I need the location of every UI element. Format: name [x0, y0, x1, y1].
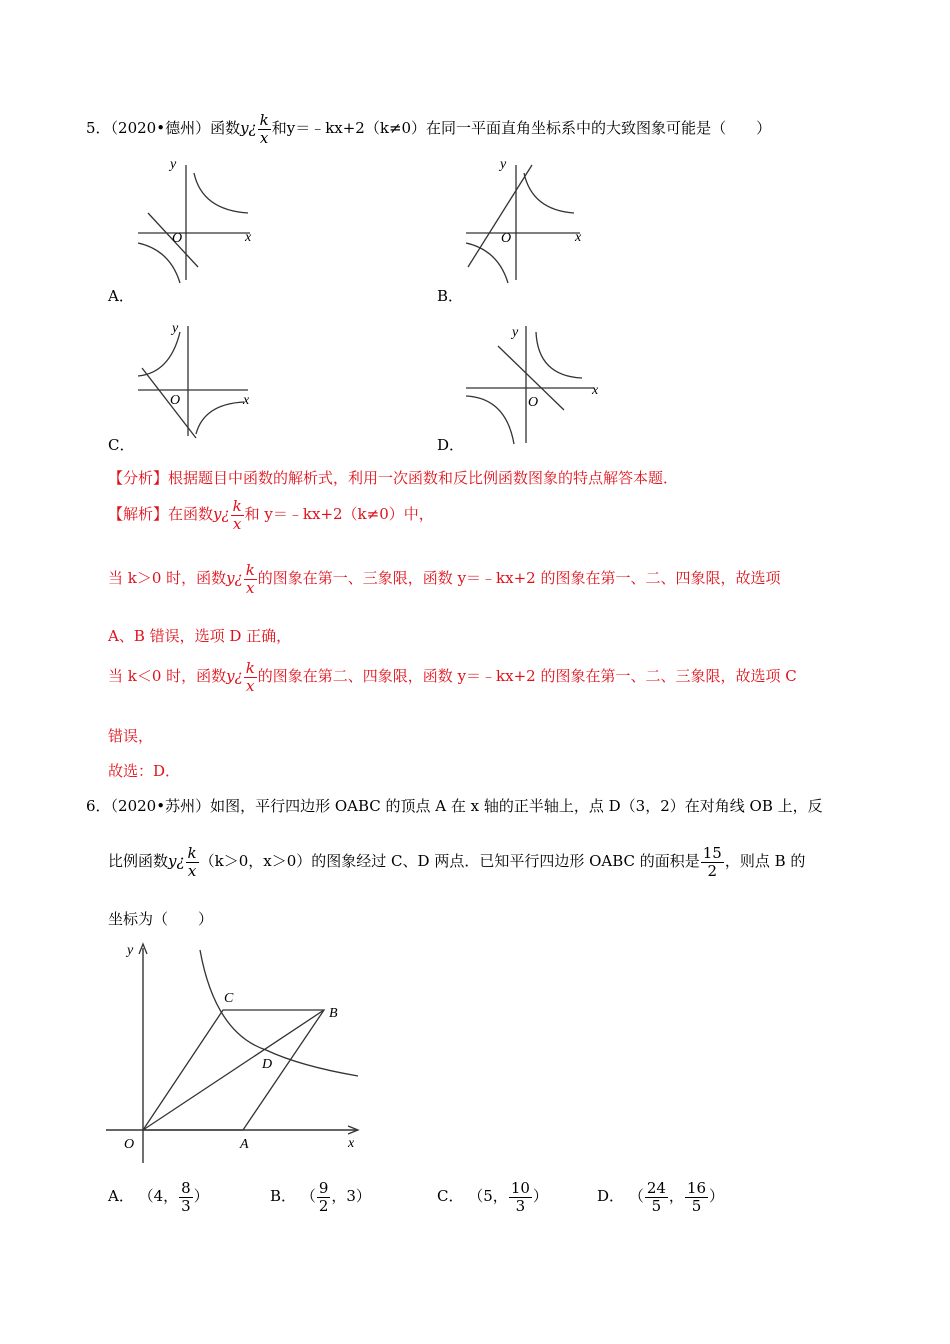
graph-b-x-label: x — [575, 230, 582, 245]
q5-graph-d — [458, 318, 608, 448]
graph-d-x-label: x — [592, 383, 599, 398]
q6-number: 6． — [86, 797, 111, 815]
q5-y: y¿ — [240, 119, 257, 137]
q5-number: 5． — [86, 119, 111, 137]
q5-solution-line3: A、B 错误，选项 D 正确， — [108, 627, 292, 645]
graph-b-y-label: y — [500, 157, 507, 172]
q6-stem-line3: 坐标为（ ） — [108, 910, 214, 928]
graph-d-y-label: y — [512, 325, 519, 340]
graph-c-x-label: x — [243, 393, 250, 408]
q6-stem-line2: 比例函数y¿ $\frac{k}{x}$ （k＞0，x＞0）的图象经过 C、D 两点．已知平行四边形 OABC 的面积是 $\frac{15}{2}$ ，则点 B 的 — [108, 844, 806, 880]
q5-analysis: 【分析】根据题目中函数的解析式，利用一次函数和反比例函数图象的特点解答本题． — [108, 469, 679, 487]
q5-stem: 5．（2020•德州）函数y¿ $\frac{k}{x}$ 和y＝﹣kx+2（k≠0）在同一平面直角坐标系中的大致图象可能是（ ） — [86, 111, 772, 147]
q5-graph-b — [458, 155, 588, 285]
q5-graph-a — [130, 155, 260, 285]
q5-source: （2020•德州）函数 — [110, 119, 241, 137]
q5-solution-line1: 【解析】在函数y¿ $\frac{k}{x}$ 和 y＝﹣kx+2（k≠0）中， — [108, 497, 434, 533]
label-o: O — [124, 1137, 135, 1152]
q5-option-a: A． — [108, 287, 134, 305]
q6-option-a: A． （4， $\frac{8}{3}$ ） — [108, 1179, 209, 1215]
label-b: B — [329, 1006, 338, 1021]
q5-solution-line5: 错误， — [108, 727, 154, 745]
graph-a-y-label: y — [170, 157, 177, 172]
solution-tag: 【解析】 — [108, 505, 169, 523]
q6-option-b: B． （ $\frac{9}{2}$ ，3） — [270, 1179, 371, 1215]
analysis-tag: 【分析】 — [108, 469, 169, 487]
q5-solution-line4: 当 k＜0 时，函数y¿ $\frac{k}{x}$ 的图象在第二、四象限，函数 y＝﹣kx+2 的图象在第一、二、三象限，故选项 C — [108, 659, 797, 695]
q5-option-d: D． — [437, 436, 465, 454]
q5-option-c: C． — [108, 436, 135, 454]
label-c: C — [224, 991, 234, 1006]
q5-line-eq: y＝﹣kx+2 — [286, 119, 365, 137]
solution-fraction: $\frac{k}{x}$ — [232, 497, 242, 533]
q6-stem-line1: 6．（2020•苏州）如图，平行四边形 OABC 的顶点 A 在 x 轴的正半轴上，点 D（3，2）在对角线 OB 上，反 — [86, 797, 823, 815]
q6-option-c: C． （5， $\frac{10}{3}$ ） — [437, 1179, 548, 1215]
label-x: x — [348, 1136, 355, 1151]
label-y: y — [127, 943, 134, 958]
graph-a-origin: O — [172, 231, 183, 246]
q5-option-b: B． — [437, 287, 464, 305]
graph-b-origin: O — [501, 231, 512, 246]
graph-a-x-label: x — [245, 230, 252, 245]
graph-d-origin: O — [528, 395, 539, 410]
q5-graph-c — [130, 318, 260, 443]
graph-c-y-label: y — [172, 321, 179, 336]
q6-option-d: D． （ $\frac{24}{5}$ ， $\frac{16}{5}$ ） — [597, 1179, 725, 1215]
q6-fraction-kx: $\frac{k}{x}$ — [187, 844, 197, 880]
q5-answer: 故选：D． — [108, 762, 181, 780]
q6-area-fraction: $\frac{15}{2}$ — [702, 844, 722, 880]
graph-c-origin: O — [170, 393, 181, 408]
q5-solution-line2: 当 k＞0 时，函数y¿ $\frac{k}{x}$ 的图象在第一、三象限，函数 y＝﹣kx+2 的图象在第一、二、四象限，故选项 — [108, 561, 781, 597]
label-d: D — [262, 1057, 273, 1072]
q5-fraction: $\frac{k}{x}$ — [259, 111, 269, 147]
q6-figure — [100, 938, 370, 1168]
label-a: A — [240, 1137, 249, 1152]
